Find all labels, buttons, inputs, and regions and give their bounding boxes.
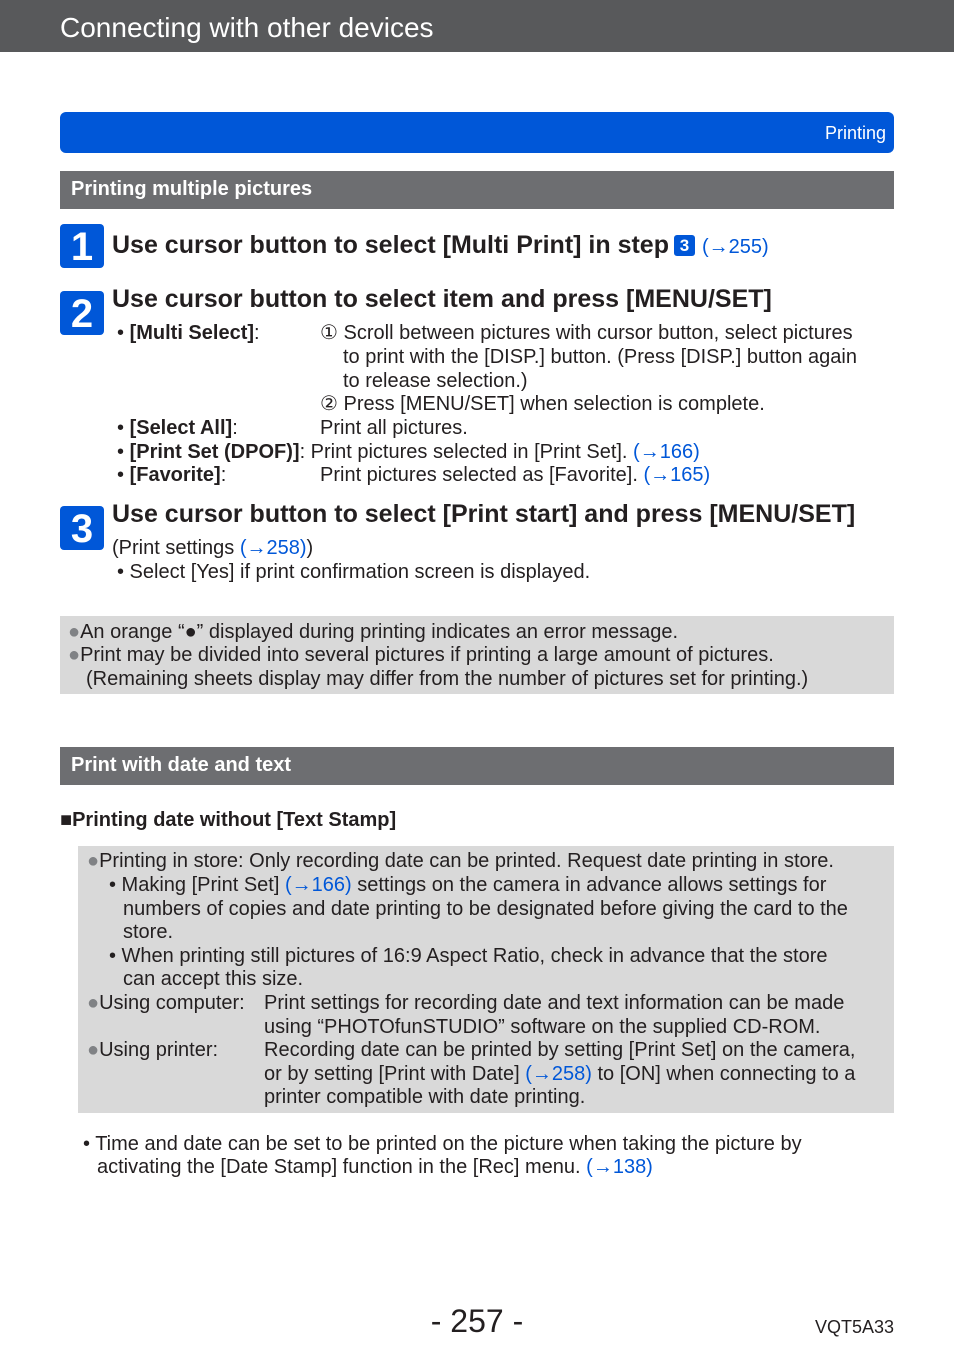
select-all-item: • [Select All]: — [117, 417, 238, 439]
favorite-item: • [Favorite]: — [117, 464, 227, 486]
making-link[interactable]: (→166) — [284, 874, 352, 896]
chapter-title: Connecting with other devices — [60, 12, 434, 43]
computer-desc: Print settings for recording date and text information can be made — [264, 992, 845, 1014]
making-note-c: store. — [123, 921, 174, 943]
bullet-icon: ● — [87, 850, 100, 872]
print-set-item: • [Print Set (DPOF)]: Print pictures selected in [Print Set]. (→166) — [117, 441, 700, 463]
square-bullet-icon: ■ — [60, 809, 73, 831]
aspect-note-b: can accept this size. — [123, 968, 304, 990]
page-number: - 257 - — [430, 1303, 524, 1339]
printer-desc-b: or by setting [Print with Date] (→258) to [ON] when connecting to a — [264, 1063, 856, 1085]
section-tag: Printing — [824, 123, 886, 143]
section-heading-date-text: Print with date and text — [60, 747, 894, 785]
multi-select-desc-2: ② Press [MENU/SET] when selection is complete. — [320, 393, 765, 415]
step-2-badge: 2 — [60, 291, 104, 335]
section-bar — [60, 112, 894, 153]
print-settings-ref: (Print settings (→258)) — [112, 537, 314, 559]
printer-label: ●Using printer: — [87, 1039, 219, 1061]
bullet-icon: ● — [68, 621, 81, 643]
multi-select-desc-1: ① Scroll between pictures with cursor button, select pictures — [320, 322, 853, 344]
bullet-icon: ● — [68, 644, 81, 666]
multi-select-item: • [Multi Select]: — [117, 322, 260, 344]
aspect-note: • When printing still pictures of 16:9 Aspect Ratio, check in advance that the store — [109, 945, 828, 967]
multi-select-desc-1c: to release selection.) — [343, 370, 528, 392]
step-ref-badge: 3 — [674, 235, 695, 256]
bullet-icon: ● — [87, 1039, 100, 1061]
print-settings-link[interactable]: (→258) — [239, 537, 307, 559]
step-2-title: Use cursor button to select item and press [MENU/SET] — [112, 285, 772, 313]
step-1-title: Use cursor button to select [Multi Print] in step 3 (→255) — [112, 231, 769, 259]
confirm-note: • Select [Yes] if print confirmation screen is displayed. — [117, 561, 591, 583]
note-error: ●An orange “●” displayed during printing indicates an error message. — [68, 621, 679, 643]
store-note: ●Printing in store: Only recording date can be printed. Request date printing in store. — [87, 850, 834, 872]
step-3-badge: 3 — [60, 506, 104, 550]
date-stamp-note-b: activating the [Date Stamp] function in the [Rec] menu. (→138) — [97, 1156, 653, 1178]
note-remaining: (Remaining sheets display may differ from the number of pictures set for printing.) — [86, 668, 809, 690]
print-with-date-link[interactable]: (→258) — [525, 1063, 592, 1085]
date-stamp-link[interactable]: (→138) — [586, 1156, 653, 1178]
step-1-badge: 1 — [60, 224, 104, 268]
date-stamp-note: • Time and date can be set to be printed on the picture when taking the picture by — [83, 1133, 802, 1155]
subheading: ■Printing date without [Text Stamp] — [60, 809, 397, 831]
making-note-b: numbers of copies and date printing to be designated before giving the card to the — [123, 898, 848, 920]
favorite-desc: Print pictures selected as [Favorite]. (→165) — [320, 464, 711, 486]
note-divided: ●Print may be divided into several pictures if printing a large amount of pictures. — [68, 644, 774, 666]
step-3-title: Use cursor button to select [Print start] and press [MENU/SET] — [112, 500, 856, 528]
computer-desc-b: using “PHOTOfunSTUDIO” software on the supplied CD-ROM. — [264, 1016, 821, 1038]
printer-desc-c: printer compatible with date printing. — [264, 1086, 586, 1108]
multi-select-desc-1b: to print with the [DISP.] button. (Press [DISP.] button again — [343, 346, 857, 368]
section-heading-multiple: Printing multiple pictures — [60, 171, 894, 209]
making-note: • Making [Print Set] (→166) settings on the camera in advance allows settings for — [109, 874, 827, 896]
header-bar — [0, 0, 954, 52]
bullet-icon: ● — [87, 992, 100, 1014]
print-set-link[interactable]: (→166) — [633, 441, 700, 463]
select-all-desc: Print all pictures. — [320, 417, 468, 439]
step-1-link[interactable]: (→255) — [701, 236, 769, 258]
computer-label: ●Using computer: — [87, 992, 245, 1014]
favorite-link[interactable]: (→165) — [643, 464, 711, 486]
document-code: VQT5A33 — [814, 1317, 894, 1337]
printer-desc: Recording date can be printed by setting [Print Set] on the camera, — [264, 1039, 856, 1061]
